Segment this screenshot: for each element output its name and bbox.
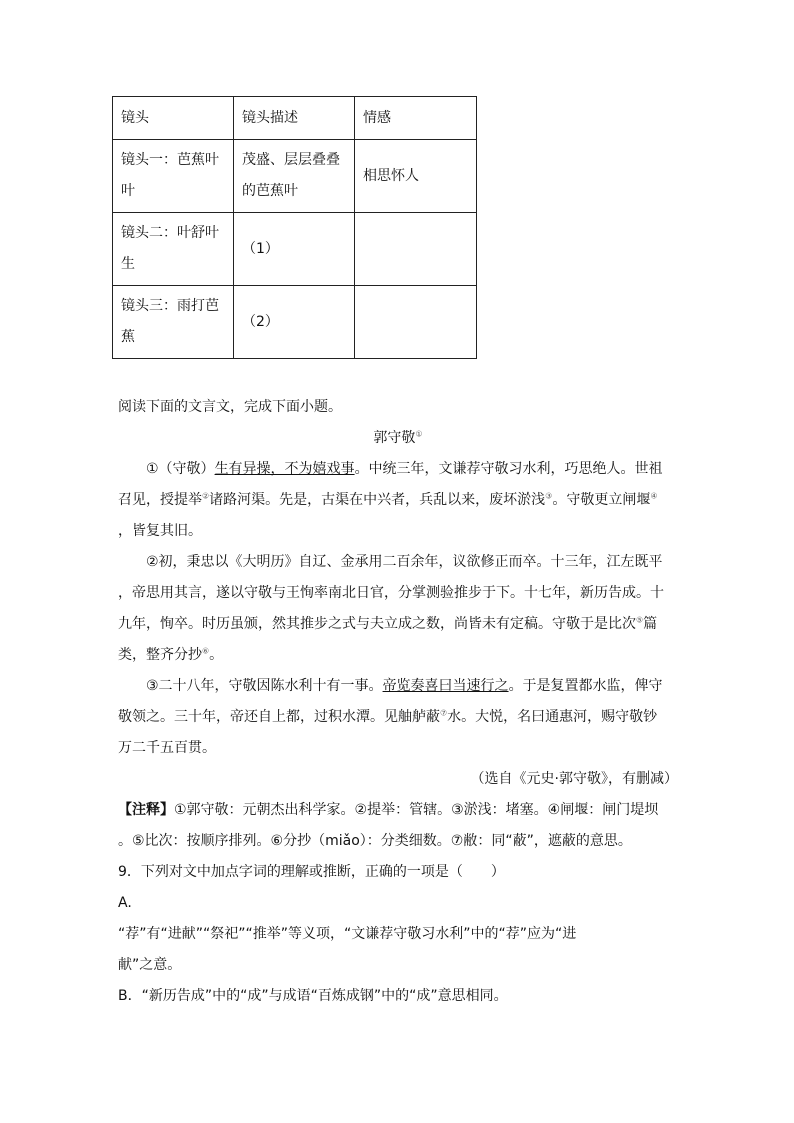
notes-line-1: 【注释】①郭守敬：元朝杰出科学家。②提举：管辖。③淤浅：堵塞。④闸堰：闸门堤坝 [118,802,659,818]
passage-body [118,392,678,1012]
cell-description: （1） [234,213,355,286]
lens-table [112,96,477,359]
underlined-sentence: 帝览奏喜曰当速行之 [382,678,509,694]
table-row [113,213,477,286]
cell-lens: 镜头三：雨打芭 蕉 [113,286,234,359]
underlined-phrase: 生有异操，不为嬉戏事 [214,461,355,477]
cell-emotion [355,213,477,286]
paragraph-2-line-4: 类，整齐分抄⑥。 [118,646,224,663]
question-stem: 9．下列对文中加点字词的理解或推断，正确的一项是（ ） [118,864,505,880]
header-cell-lens: 镜头 [113,97,234,140]
paragraph-1-line-2: 召见，授提举②诸路河渠。先是，古渠在中兴者，兵乱以来，废坏淤浅③。守敬更立闸堰④ [118,491,658,508]
header-cell-description: 镜头描述 [234,97,355,140]
paragraph-3-line-1: ③二十八年，守敬因陈水利十有一事。帝览奏喜曰当速行之。于是复置都水监，俾守 [146,678,663,694]
cell-description: （2） [234,286,355,359]
table-header-row [113,97,477,140]
cell-lens: 镜头二：叶舒叶 生 [113,213,234,286]
paragraph-3-line-3: 万二千五百贯。 [118,740,216,756]
cell-emotion: 相思怀人 [355,140,477,213]
table-row [113,286,477,359]
option-a-line-2: 献”之意。 [118,957,182,973]
paragraph-1-line-1: ①（守敬）生有异操，不为嬉戏事。中统三年，文谦荐守敬习水利，巧思绝人。世祖 [146,461,663,477]
table-row [113,140,477,213]
option-a-label: A. [118,895,132,911]
header-cell-emotion: 情感 [355,97,477,140]
option-a-line-1: “荐”有“进献”“祭祀”“推举”等义项，“文谦荐守敬习水利”中的“荐”应为“进 [118,926,577,942]
paragraph-3-line-2: 敬领之。三十年，帝还自上都，过积水潭。见舳舻蔽⑦水。大悦，名曰通惠河，赐守敬钞 [118,708,658,725]
cell-emotion [355,286,477,359]
paragraph-2-line-3: 九年，恂卒。时历虽颁，然其推步之式与夫立成之数，尚皆未有定稿。守敬于是比次⑤篇 [118,615,658,632]
cell-description: 茂盛、层层叠叠 的芭蕉叶 [234,140,355,213]
paragraph-1-line-3: ，皆复其旧。 [118,523,202,539]
paragraph-2-line-1: ②初，秉忠以《大明历》自辽、金承用二百余年，议欲修正而卒。十三年，江左既平 [146,554,663,570]
source-citation: （选自《元史·郭守敬》，有删减） [470,771,678,787]
notes-line-2: 。⑤比次：按顺序排列。⑥分抄（miǎo）：分类细数。⑦敝：同“蔽”，遮蔽的意思。 [118,833,632,849]
paragraph-2-line-2: ，帝思用其言，遂以守敬与王恂率南北日官，分掌测验推步于下。十七年，新历告成。十 [118,585,664,601]
passage-title: 郭守敬① [373,429,423,446]
option-b: B．“新历告成”中的“成”与成语“百炼成钢”中的“成”意思相同。 [118,988,508,1004]
cell-lens: 镜头一：芭蕉叶 叶 [113,140,234,213]
intro-text: 阅读下面的文言文，完成下面小题。 [118,399,342,415]
notes-label: 【注释】 [118,802,174,818]
